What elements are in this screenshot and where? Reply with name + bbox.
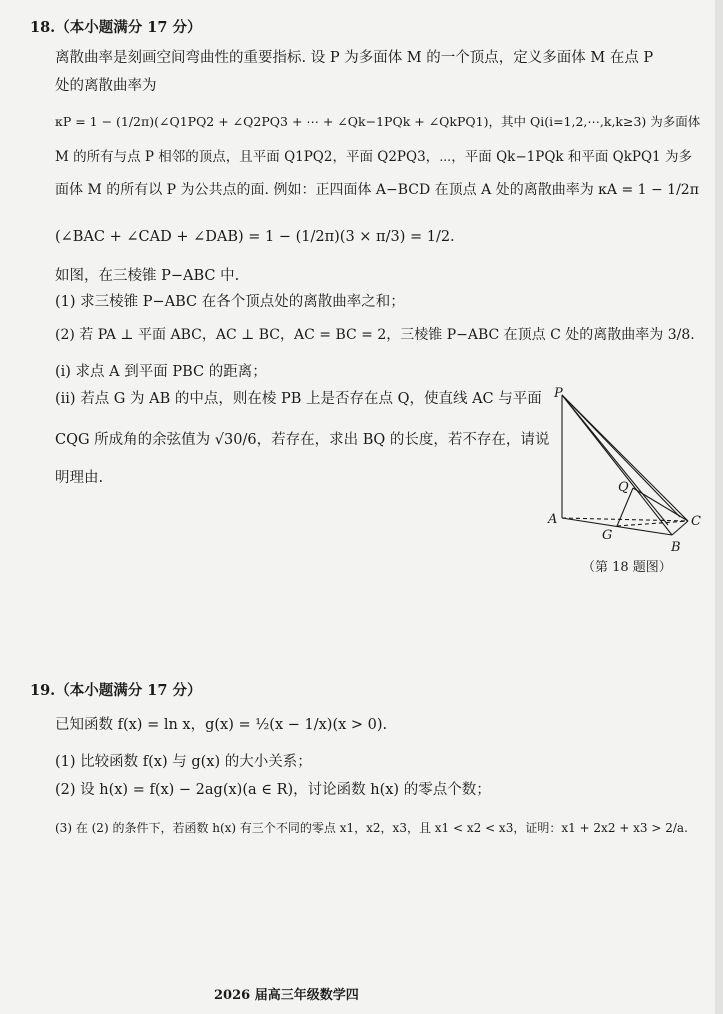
q19-line-4: (3) 在 (2) 的条件下，若函数 h(x) 有三个不同的零点 x1，x2，x3，且 x1 < x2 < x3，证明：x1 + 2x2 + x3 > 2/a. [55,821,688,835]
q18-line-12: CQG 所成角的余弦值为 √30/6，若存在，求出 BQ 的长度，若不存在，请说 [55,432,550,448]
edge-BC [672,521,688,535]
q18-line-6: (∠BAC + ∠CAD + ∠DAB) = 1 − (1/2π)(3 × π/3) = 1/2. [55,229,455,245]
q18-line-1: 离散曲率是刻画空间弯曲性的重要指标. 设 P 为多面体 M 的一个顶点，定义多面体 M 在点 P [55,50,654,66]
q18-line-7: 如图，在三棱锥 P−ABC 中. [55,268,240,284]
tetrahedron-figure [540,385,710,555]
face-shade-1 [562,395,680,517]
page-edge-shadow [715,0,723,1014]
face-shade-2 [562,395,668,525]
q18-line-2: 处的离散曲率为 [55,78,157,94]
q18-line-3: κP = 1 − (1/2π)(∠Q1PQ2 + ∠Q2PQ3 + ⋯ + ∠Qk−1PQk + ∠QkPQ1)，其中 Qi(i=1,2,⋯,k,k≥3) 为多面体 [55,114,701,129]
q19-line-2: (1) 比较函数 f(x) 与 g(x) 的大小关系； [55,754,312,770]
figure-caption: （第 18 题图） [582,560,672,575]
page-footer: 2026 届高三年级数学四 [214,988,359,1003]
q18-line-10: (i) 求点 A 到平面 PBC 的距离； [55,364,267,380]
q18-line-4: M 的所有与点 P 相邻的顶点，且平面 Q1PQ2，平面 Q2PQ3，⋯，平面 Qk−1PQk 和平面 QkPQ1 为多 [55,149,692,165]
q19-header: 19.（本小题满分 17 分） [30,682,202,699]
label-G: G [602,528,613,543]
label-B: B [671,540,681,555]
label-C: C [691,514,701,529]
q19-line-1: 已知函数 f(x) = ln x，g(x) = ½(x − 1/x)(x > 0). [55,717,388,733]
q18-header: 18.（本小题满分 17 分） [30,19,202,36]
q18-line-5: 面体 M 的所有以 P 为公共点的面. 例如：正四面体 A−BCD 在顶点 A 处的离散曲率为 κA = 1 − 1/2π [55,182,699,198]
q18-line-8: (1) 求三棱锥 P−ABC 在各个顶点处的离散曲率之和； [55,294,405,310]
q18-line-9: (2) 若 PA ⊥ 平面 ABC，AC ⊥ BC，AC = BC = 2，三棱锥 P−ABC 在顶点 C 处的离散曲率为 3/8. [55,327,695,343]
label-Q: Q [618,480,629,495]
q19-line-3: (2) 设 h(x) = f(x) − 2ag(x)(a ∈ R)，讨论函数 h(x) 的零点个数； [55,782,491,798]
label-A: A [548,512,558,527]
q18-line-13: 明理由. [55,470,104,486]
label-P: P [554,386,563,401]
segment-GC [617,521,688,526]
q18-line-11: (ii) 若点 G 为 AB 的中点，则在棱 PB 上是否存在点 Q，使直线 AC 与平面 [55,391,542,407]
